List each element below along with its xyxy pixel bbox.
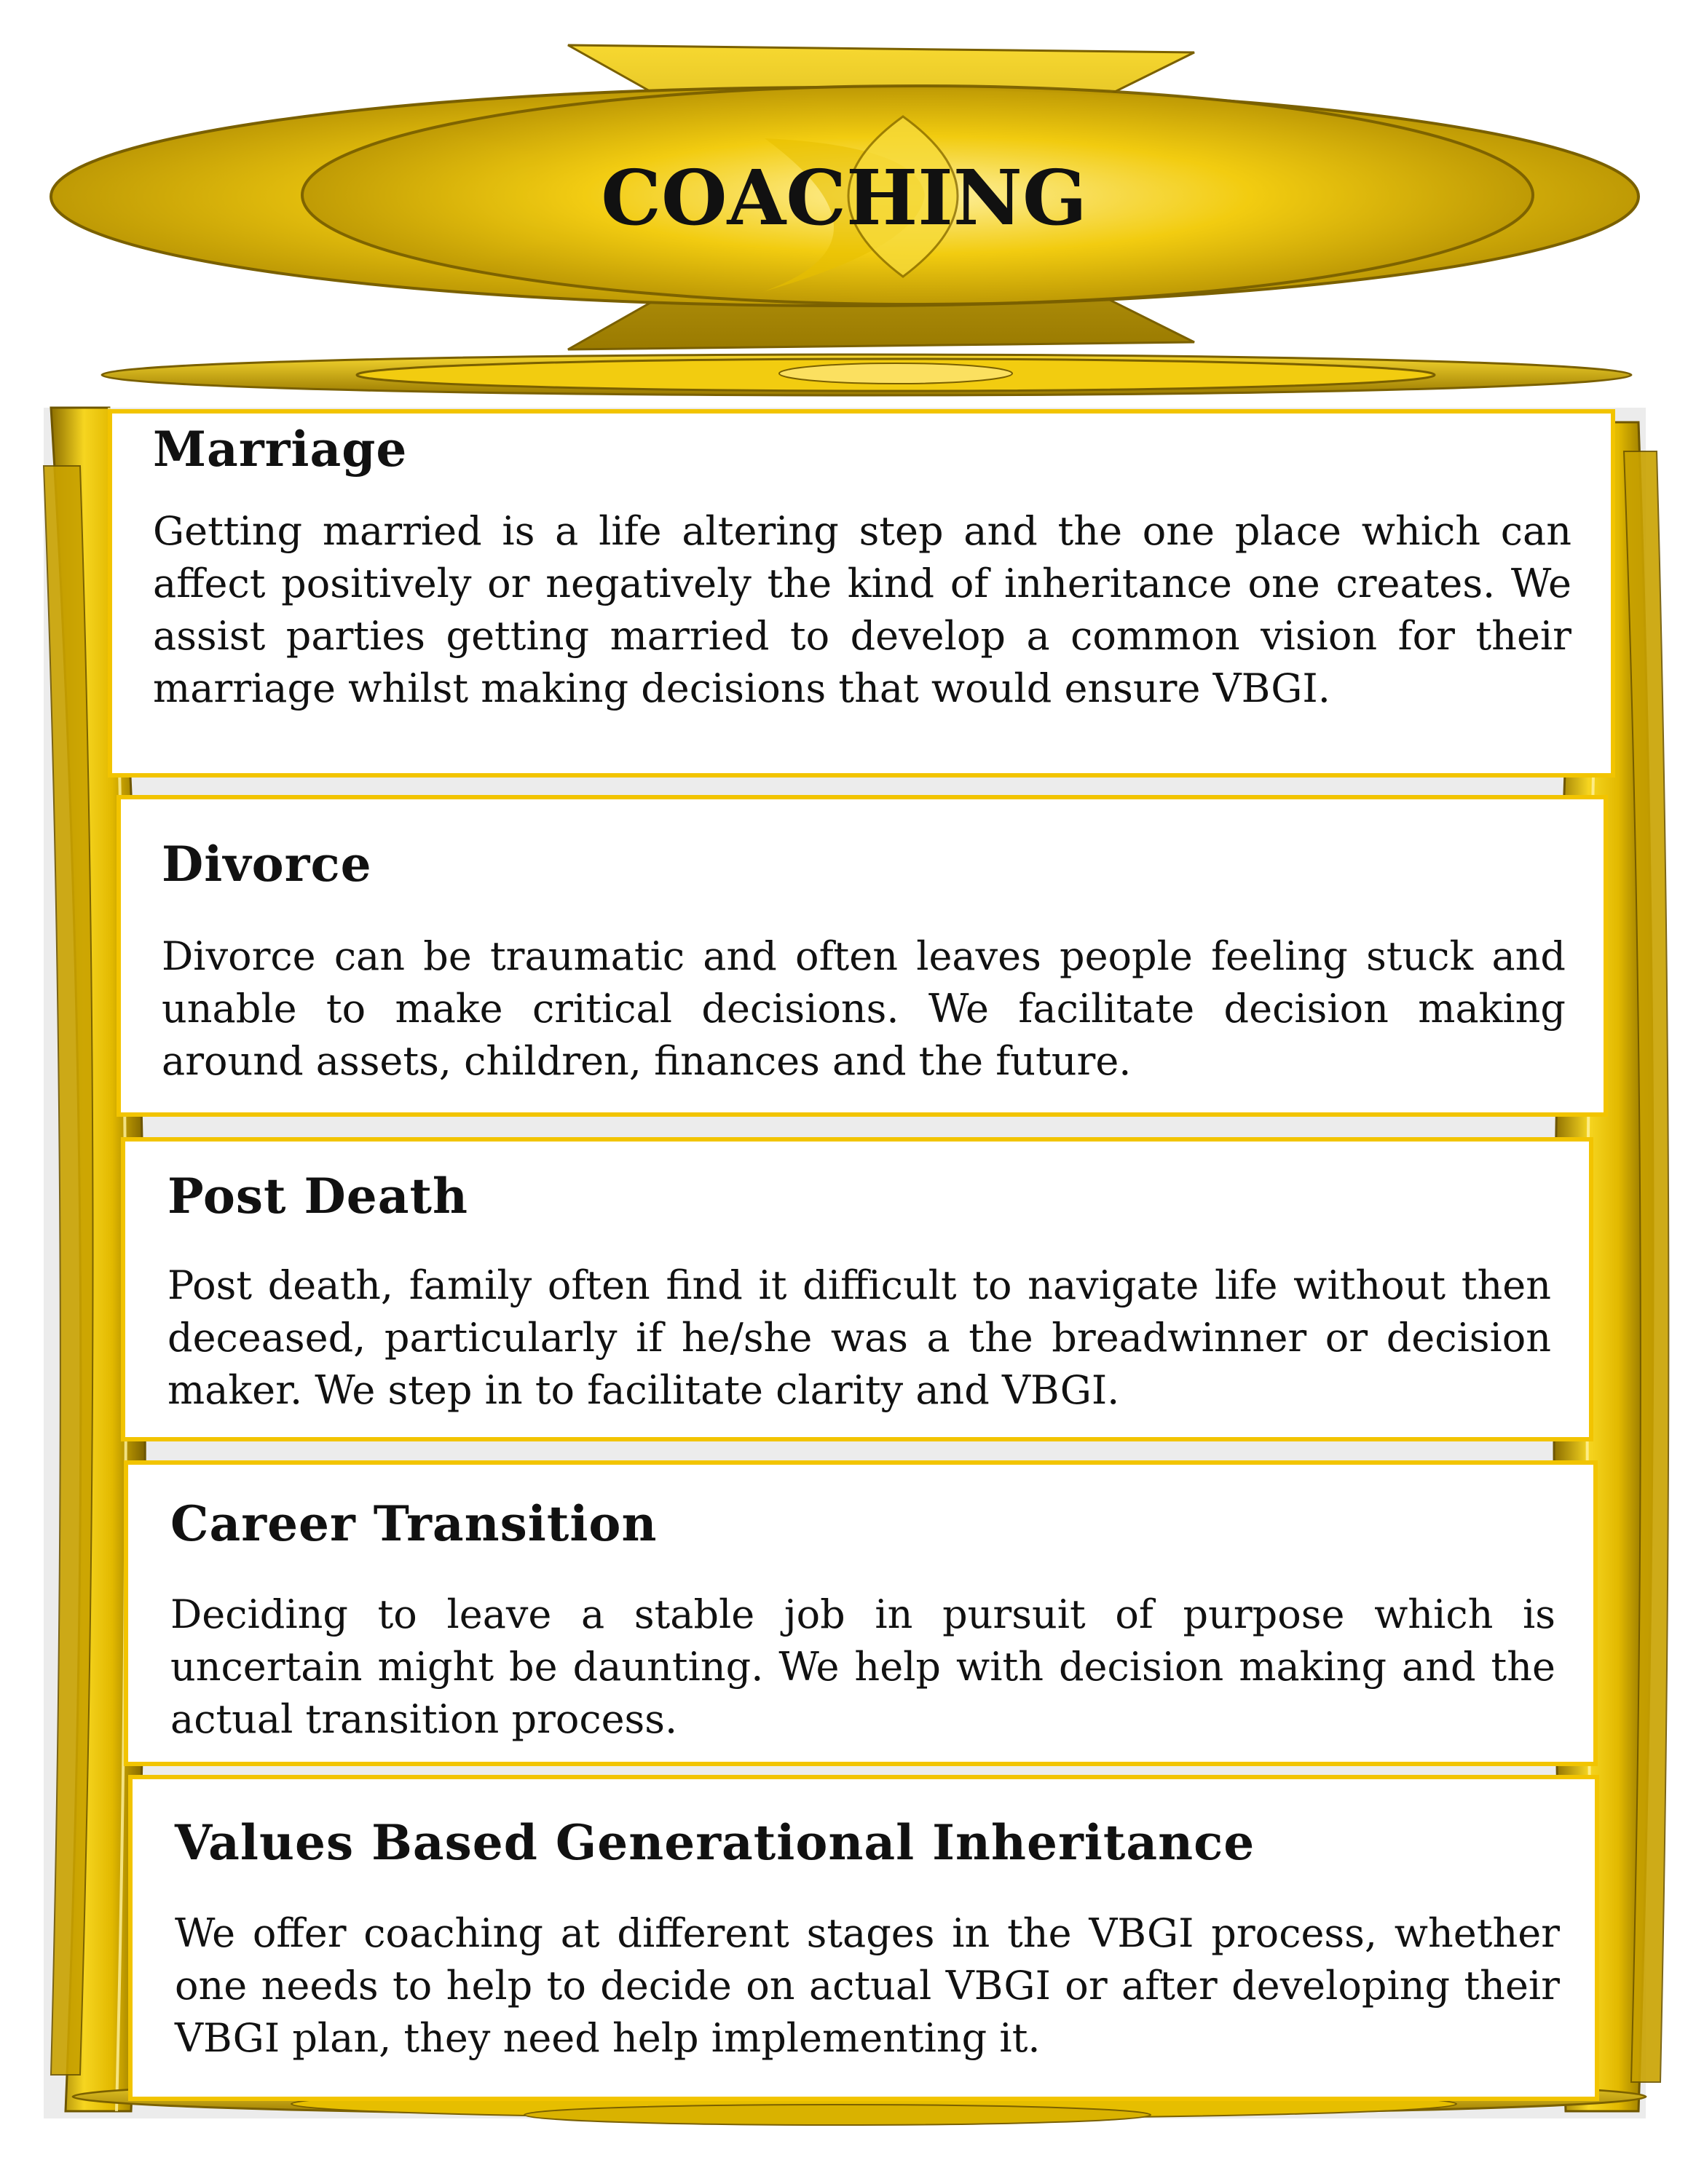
section-body: Divorce can be traumatic and often leaves people feeling stuck and unable to make critical decisions. We facilitate decision making around assets, children, finances and the future.: [162, 933, 1566, 1084]
page-title: COACHING: [601, 153, 1087, 242]
section-body: Deciding to leave a stable job in pursuit of purpose which is uncertain might be daunting. We help with decision making and the actual transition process.: [170, 1591, 1555, 1742]
section-heading: Post Death: [167, 1168, 468, 1224]
section-heading: Career Transition: [170, 1495, 658, 1552]
section-marriage: [108, 409, 1615, 778]
section-body: We offer coaching at different stages in the VBGI process, whether one needs to help to decide on actual VBGI or after developing their VBGI plan, they need help implementing it.: [175, 1910, 1560, 2061]
section-heading: Divorce: [162, 836, 372, 893]
section-heading: Values Based Generational Inheritance: [175, 1814, 1255, 1871]
section-post-death: [121, 1137, 1593, 1441]
section-heading: Marriage: [153, 421, 408, 478]
section-divorce: [117, 795, 1608, 1117]
section-body: Getting married is a life altering step and the one place which can affect positively or negatively the kind of inheritance one creates. We assist parties getting married to develop a common vision for their marriage whilst making decisions that would ensure VBGI.: [153, 508, 1571, 711]
section-career-transition: [124, 1460, 1598, 1766]
section-body: Post death, family often find it difficult to navigate life without then deceased, particularly if he/she was a the breadwinner or decision maker. We step in to facilitate clarity and VBGI.: [167, 1262, 1551, 1413]
section-vbgi: [128, 1775, 1599, 2101]
